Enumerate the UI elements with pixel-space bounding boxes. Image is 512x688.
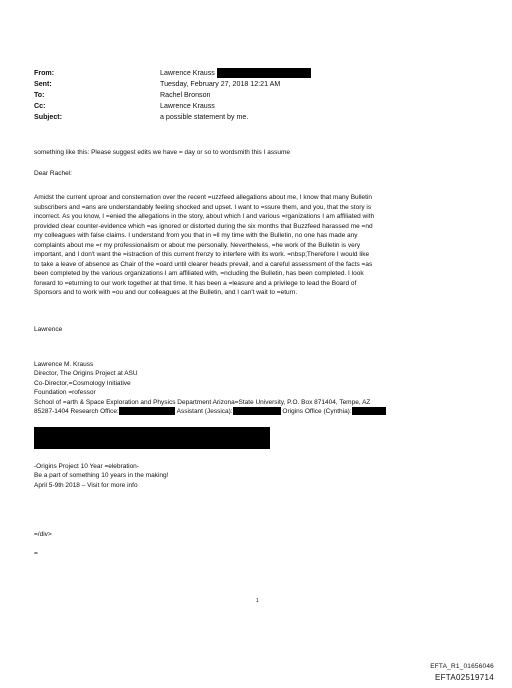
paragraph-line: provided clear counter-evidence which =as ignored or distorted during the six months that Buzzfeed harassed me =nd: [34, 222, 373, 230]
efta-reference-2: EFTA02519714: [434, 673, 494, 682]
greeting: Dear Rachel:: [34, 170, 72, 177]
subject-label: Subject:: [34, 113, 62, 121]
paragraph-line: been completed by the various organizations I am affiliated with, =ncluding the Bulletin, has been completed. I look: [34, 270, 364, 278]
intro-line: something like this: Please suggest edits we have = day or so to wordsmith this I assume: [34, 149, 290, 156]
assistant-label: Assistant (Jessica):: [176, 408, 233, 416]
from-label: From:: [34, 69, 55, 77]
cc-label: Cc:: [34, 102, 46, 110]
signature-block: [34, 360, 386, 416]
paragraph-line: subscribers and =ans are understandably feeling shocked and upset. I want to =ssure them, and you, that the story is: [34, 203, 372, 211]
page-number: 1: [256, 598, 259, 604]
research-office-label: 85287-1404 Research Office:: [34, 408, 119, 416]
closing: Lawrence: [34, 326, 63, 333]
signature-phones: [34, 407, 386, 416]
signature-title: Foundation =rofessor: [34, 389, 96, 397]
promo-line: -Origins Project 10 Year =elebration-: [34, 463, 139, 470]
redaction-box: [119, 407, 175, 415]
from-value: [160, 68, 311, 78]
to-value: Rachel Bronson: [160, 91, 211, 99]
promo-line: April 5-9th 2018 – Visit for more info: [34, 481, 138, 489]
promo-block: [34, 462, 168, 490]
promo-line: Be a part of something 10 years in the making!: [34, 472, 169, 480]
from-name: Lawrence Krauss: [160, 69, 215, 77]
cc-value: Lawrence Krauss: [160, 102, 215, 110]
redaction-box: [217, 68, 311, 78]
paragraph-line: Sponsors and to work with =ou and our colleagues at the Bulletin, and I can't wait to =eturn.: [34, 289, 298, 297]
subject-value: a possible statement by me.: [160, 113, 249, 121]
sent-value: Tuesday, February 27, 2018 12:21 AM: [160, 80, 281, 88]
paragraph-line: important, and I don't want the =istraction of this current frenzy to interfere with its work. =nbsp;Therefore I would like: [34, 251, 370, 259]
redaction-box: [352, 407, 386, 415]
paragraph-line: forward to =eturning to our work together at that time. It has been a =leasure and a privilege to lead the Board of: [34, 279, 357, 287]
signature-address: School of =arth & Space Exploration and Physics Department Arizona=State University, P.O. Box 871404, Tempe, AZ: [34, 398, 371, 406]
body-paragraph: [34, 193, 484, 298]
redaction-box: [233, 407, 281, 415]
paragraph-line: incorrect. As you know, I =enied the allegations in the story, about which I and various =rganizations I am affiliated with: [34, 213, 375, 221]
sent-label: Sent:: [34, 80, 52, 88]
signature-title: Director, The Origins Project at ASU: [34, 370, 138, 378]
equals-text: =: [34, 550, 38, 557]
redaction-box: [34, 427, 270, 449]
div-close-text: =/div>: [34, 531, 52, 538]
paragraph-line: my colleagues with false claims. I understand from you that in =ll my time with the Bulletin, no one has made any: [34, 232, 358, 240]
efta-reference-1: EFTA_R1_01656046: [430, 663, 494, 670]
signature-title: Co-Director,=Cosmology Initiative: [34, 379, 131, 387]
paragraph-line: Amidst the current uproar and consternation over the recent =uzzfeed allegations about me, I know that many Bulletin: [34, 194, 373, 201]
signature-name: Lawrence M. Krauss: [34, 361, 94, 368]
origins-office-label: Origins Office (Cynthia):: [282, 408, 352, 416]
to-label: To:: [34, 91, 45, 99]
paragraph-line: to take a leave of absence as Chair of the =oard until clearer heads prevail, and a careful assessment of the facts =as: [34, 260, 373, 268]
paragraph-line: complaints about me =r my professionalism or about me personally. Nevertheless, =he work of the Bulletin is very: [34, 241, 361, 249]
